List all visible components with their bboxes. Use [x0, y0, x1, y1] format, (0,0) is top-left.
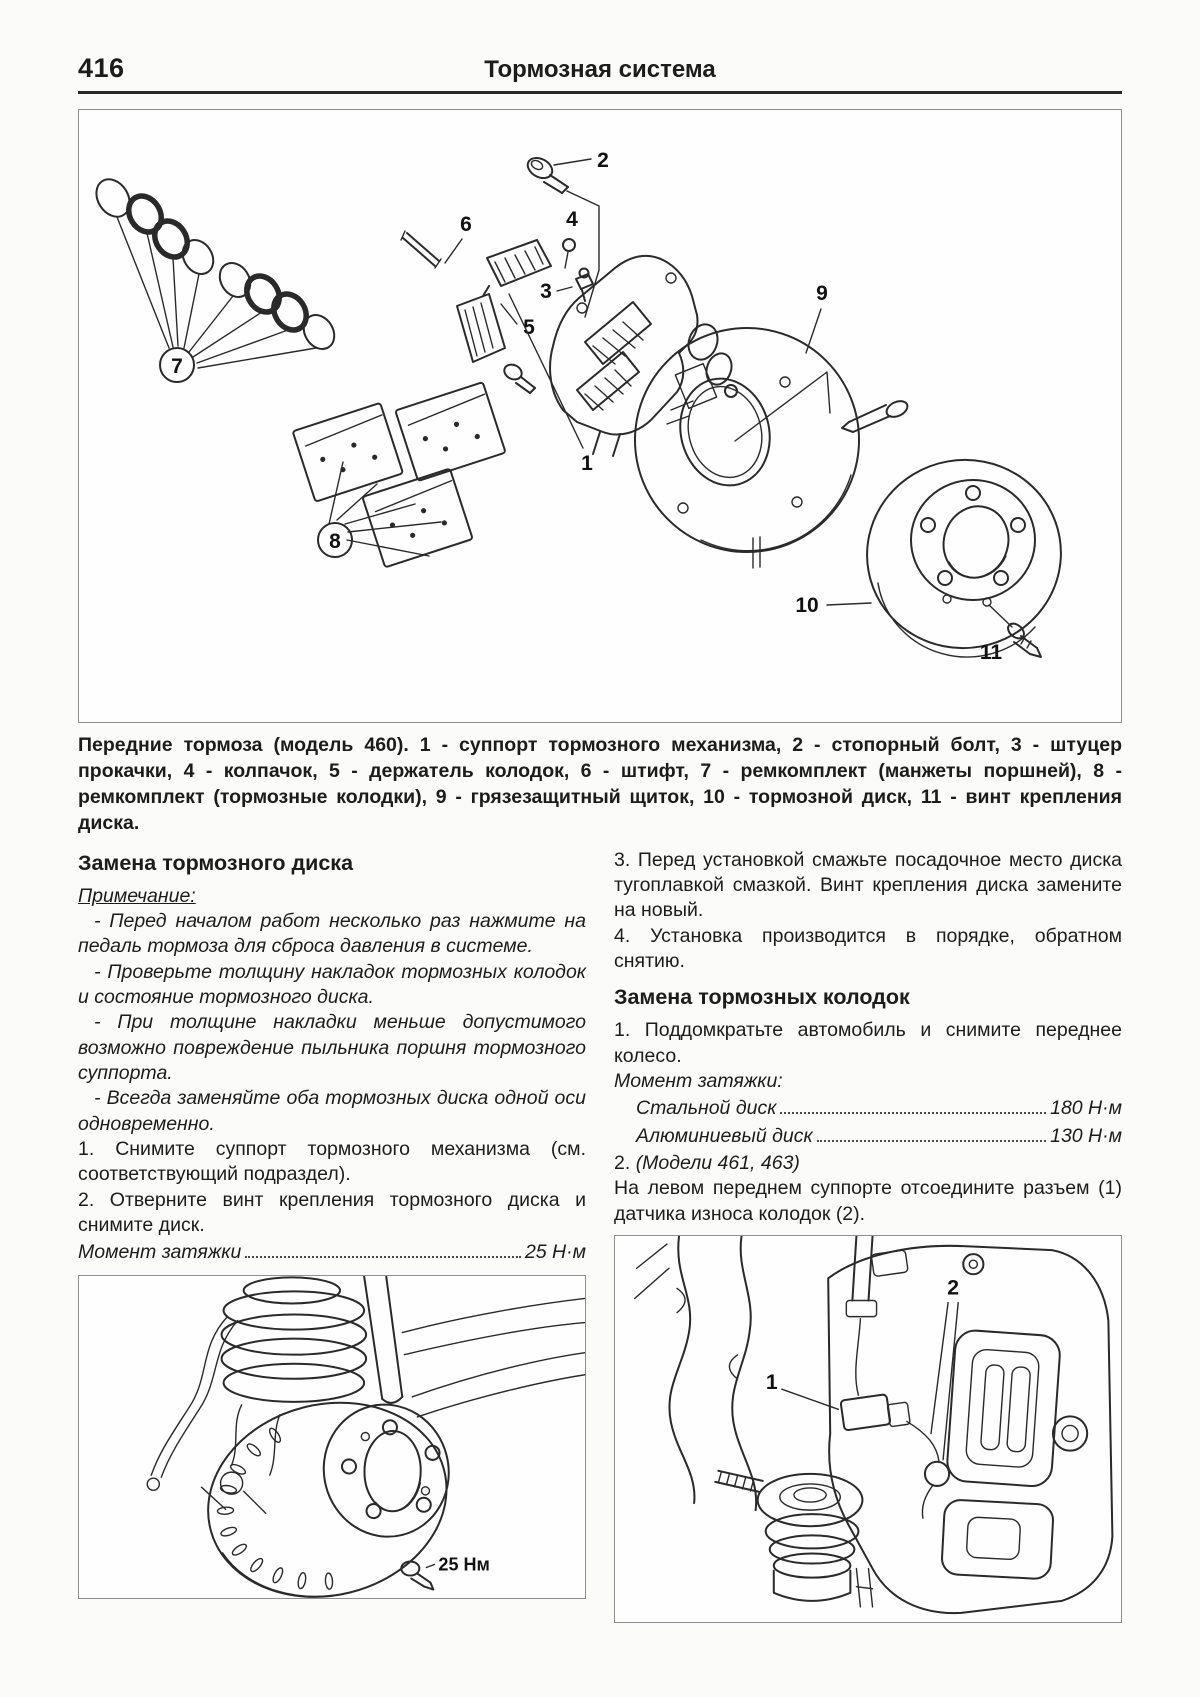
part-label-4: 4 — [566, 208, 578, 231]
text-columns — [78, 848, 1122, 1623]
front-brakes-exploded-figure — [78, 109, 1122, 723]
step-item: 1. Поддомкратьте автомобиль и снимите переднее колесо. — [614, 1019, 1122, 1067]
figure-caption: Передние тормоза (модель 460). 1 - суппорт тормозного механизма, 2 - стопорный болт, 3 - штуцер прокачки, 4 - колпачок, 5 - держатель колодок, 6 - штифт, 7 - ремкомплект (манжеты поршней), 8 - ремкомплект (тормозные колодки), 9 - грязезащитный щиток, 10 - тормозной диск, 11 - винт крепления диска. — [78, 734, 1122, 834]
pin-group — [401, 213, 472, 268]
disc-removal-figure — [78, 1275, 586, 1599]
page-header — [78, 50, 1122, 94]
right-column — [614, 848, 1122, 1623]
note-label: Примечание: — [78, 884, 196, 907]
cap-group — [563, 208, 578, 268]
step-item — [614, 1151, 1122, 1176]
torque-line — [636, 1124, 1122, 1149]
knuckle-left — [635, 1236, 756, 1510]
part-label-1: 1 — [581, 452, 593, 475]
step-item: 3. Перед установкой смажьте посадочное место диска тугоплавкой смазкой. Винт крепления диска замените на новый. — [614, 848, 1122, 922]
caliper-group — [550, 256, 737, 475]
part-label-2: 2 — [597, 149, 609, 172]
step-item: 1. Снимите суппорт тормозного механизма (см. соответствующий подраздел). — [78, 1138, 586, 1186]
dust-shield-group — [635, 282, 910, 568]
torque-value: 180 Н·м — [1050, 1097, 1122, 1120]
torque-value: 25 Н·м — [524, 1241, 586, 1264]
step-number: 2. — [614, 1152, 636, 1175]
pad-holder-group — [457, 240, 583, 448]
page-number: 416 — [78, 53, 125, 83]
part-label-5: 5 — [523, 316, 535, 339]
lock-bolt-group — [524, 149, 609, 317]
part-label-3: 3 — [540, 280, 552, 303]
bleeder-group — [540, 269, 593, 304]
torque-value: 130 Н·м — [1050, 1124, 1122, 1147]
torque-label: Стальной диск — [636, 1097, 777, 1120]
step-item: На левом переднем суппорте отсоедините разъем (1) датчика износа колодок (2). — [614, 1177, 1122, 1225]
note-item: - Перед началом работ несколько раз нажмите на педаль тормоза для сброса давления в системе. — [78, 909, 586, 958]
dot-leader — [245, 1256, 521, 1258]
figure-label-1: 1 — [765, 1371, 778, 1395]
wear-sensor-drawing — [615, 1236, 1121, 1622]
left-column — [78, 848, 586, 1623]
torque-annotation: 25 Нм — [438, 1554, 490, 1575]
seal-kit-group — [90, 173, 341, 382]
step-models: (Модели 461, 463) — [635, 1152, 800, 1175]
small-bolt — [502, 362, 535, 393]
step-item: 2. Отверните винт крепления тормозного диска и снимите диск. — [78, 1188, 586, 1237]
coil-spring — [222, 1277, 367, 1401]
torque-line — [636, 1096, 1122, 1121]
figure-label-2: 2 — [947, 1276, 960, 1300]
disc-screw-group — [980, 605, 1041, 664]
part-label-6: 6 — [460, 213, 472, 236]
torque-line — [78, 1240, 586, 1265]
suspension-arms — [402, 1298, 585, 1416]
note-item: - Проверьте толщину накладок тормозных колодок и состояние тормозного диска. — [78, 960, 586, 1008]
disc-removal-drawing — [79, 1276, 585, 1598]
torque-label: Момент затяжки — [78, 1241, 242, 1264]
note-item: - Всегда заменяйте оба тормозных диска одной оси одновременно. — [78, 1087, 586, 1135]
part-label-7: 7 — [171, 355, 183, 378]
section-heading-disc: Замена тормозного диска — [78, 850, 354, 875]
note-item: - При толщине накладки меньше допустимого возможно повреждение пыльника поршня тормозного суппорта. — [78, 1011, 586, 1085]
rubber-boot — [758, 1474, 863, 1601]
wear-sensor-figure — [614, 1235, 1122, 1623]
torque-heading: Момент затяжки: — [614, 1070, 783, 1093]
step-item: 4. Установка производится в порядке, обратном снятию. — [614, 924, 1122, 973]
brake-disc-group — [795, 445, 1076, 664]
dot-leader — [817, 1140, 1046, 1142]
part-label-10: 10 — [795, 594, 819, 617]
part-label-11: 11 — [979, 641, 1003, 664]
part-label-9: 9 — [816, 282, 828, 305]
section-heading-pads: Замена тормозных колодок — [614, 985, 910, 1010]
strut-tube — [364, 1276, 402, 1403]
vented-disc — [187, 1376, 473, 1597]
brake-pads-group — [293, 371, 528, 582]
brake-hose — [147, 1316, 237, 1490]
page-title: Тормозная система — [484, 56, 716, 83]
part-label-8: 8 — [329, 530, 341, 553]
torque-label: Алюминиевый диск — [636, 1124, 813, 1147]
dot-leader — [780, 1112, 1046, 1114]
front-brakes-exploded-drawing — [79, 110, 1121, 722]
